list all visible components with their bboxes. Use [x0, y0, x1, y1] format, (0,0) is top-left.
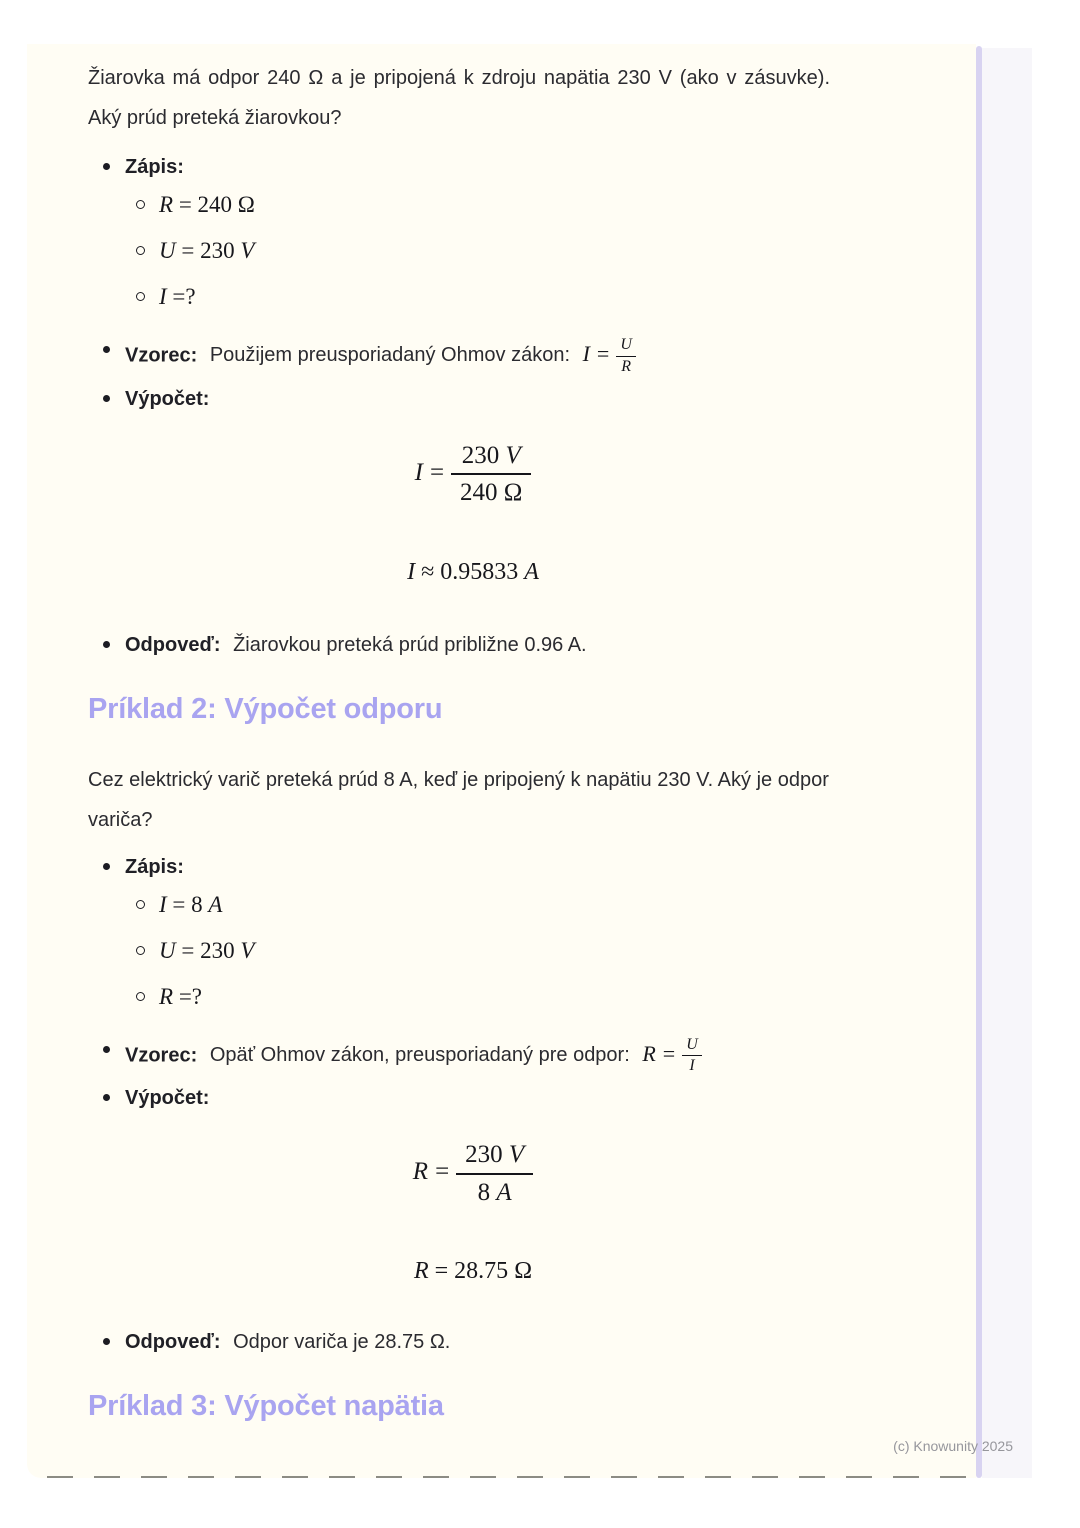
fraction-denominator [456, 1175, 533, 1207]
zapis-label: Zápis: [125, 855, 184, 878]
bullet-dot-icon [103, 163, 110, 170]
page-cut-dashed-line [47, 1476, 976, 1478]
vypocet-label: Výpočet: [125, 387, 210, 410]
bullet-dot-icon [103, 641, 110, 648]
fraction-numerator [451, 442, 531, 476]
math-var: U [159, 238, 176, 263]
math-number: 230 [461, 441, 500, 469]
vzorec-row-2 [88, 1037, 830, 1076]
given-list-1 [88, 192, 830, 313]
math-var: I [159, 891, 167, 917]
math-text: =? [166, 284, 196, 309]
math-var: R [642, 1040, 656, 1066]
math-unit: V [240, 937, 255, 963]
zapis-label: Zápis: [125, 156, 184, 178]
math-unit: V [505, 441, 521, 469]
math-text: =? [173, 983, 202, 1009]
math-unit: A [496, 1178, 512, 1206]
math-var: R [413, 1258, 429, 1285]
math-number: 8 [477, 1178, 491, 1206]
odpoved-label: Odpoveď: [125, 633, 221, 656]
problem-statement-1: Žiarovka má odpor 240 Ω a je pripojená k zdroju napätia 230 V (ako v zásuvke). Aký prúd preteká žiarovkou? [88, 67, 830, 129]
problem-statement-2: Cez elektrický varič preteká prúd 8 A, keď je pripojený k napätiu 230 V. Aký je odpor variča? [88, 768, 829, 831]
section-heading-priklad-3: Príklad 3: Výpočet napätia [88, 1390, 444, 1423]
math-expression [159, 192, 255, 217]
bullet-circle-icon [136, 946, 145, 955]
fraction [682, 1037, 702, 1076]
math-number: 230 [465, 1141, 503, 1169]
copyright-footer: (c) Knowunity 2025 [893, 1438, 1013, 1454]
bullet-circle-icon [136, 900, 145, 909]
section-heading-priklad-2: Príklad 2: Výpočet odporu [88, 692, 443, 725]
math-expression [414, 441, 532, 507]
odpoved-text: Odpor variča je 28.75 Ω. [233, 1331, 451, 1354]
math-unit: Ω [237, 192, 255, 217]
math-text: = 8 [166, 891, 209, 917]
bullet-circle-icon [136, 992, 145, 1001]
fraction-denominator: R [621, 357, 631, 375]
math-expression [159, 238, 254, 263]
vzorec-text: Použijem preusporiadaný Ohmov zákon: [209, 344, 570, 367]
math-var: I [407, 558, 416, 585]
math-text: ≈ 0.95833 [415, 558, 525, 585]
given-item [88, 892, 830, 921]
fraction-denominator: I [689, 1057, 695, 1075]
math-var: I [159, 284, 167, 309]
fraction-denominator [451, 475, 531, 507]
given-item [88, 938, 830, 967]
math-unit: V [508, 1141, 525, 1169]
vypocet-row-1 [88, 386, 830, 412]
given-item [88, 284, 830, 313]
math-operator: = [435, 1158, 450, 1186]
math-unit: A [524, 558, 539, 585]
odpoved-label: Odpoveď: [125, 1331, 221, 1354]
math-var: I [582, 341, 590, 367]
math-expression [159, 284, 196, 309]
math-text: = 28.75 [428, 1258, 515, 1285]
zapis-row-2 [88, 854, 830, 880]
math-var: R [159, 983, 174, 1009]
vzorec-label: Vzorec: [125, 1043, 198, 1066]
math-var: U [159, 937, 176, 963]
bullet-dot-icon [103, 1046, 110, 1053]
display-equation-result-1 [88, 559, 830, 586]
odpoved-row-2 [88, 1329, 830, 1355]
given-item [88, 192, 830, 221]
math-unit: Ω [514, 1258, 533, 1285]
math-operator: = [429, 458, 445, 486]
page-margin-strip [982, 48, 1032, 1478]
bullet-circle-icon [136, 200, 145, 209]
display-equation-fraction-1 [88, 442, 830, 507]
math-unit: Ω [503, 479, 523, 507]
display-equation-fraction-2 [88, 1141, 830, 1206]
fraction [451, 442, 531, 507]
math-unit: A [208, 891, 223, 917]
display-equation-result-2 [88, 1258, 830, 1285]
inline-formula [582, 336, 636, 375]
vypocet-label: Výpočet: [125, 1087, 210, 1110]
fraction-numerator: U [682, 1037, 702, 1057]
given-item [88, 984, 830, 1013]
fraction [456, 1141, 533, 1206]
vzorec-row-1 [88, 337, 830, 376]
bullet-dot-icon [103, 395, 110, 402]
math-number: 240 [460, 479, 498, 507]
math-expression [159, 892, 222, 917]
zapis-row-1 [88, 154, 830, 180]
document-content [88, 44, 830, 1423]
bullet-circle-icon [136, 292, 145, 301]
math-expression [414, 1258, 532, 1284]
math-var: R [159, 192, 174, 217]
given-item [88, 238, 830, 267]
inline-formula [642, 1035, 701, 1075]
math-unit: V [240, 238, 255, 263]
math-operator: = [596, 341, 610, 367]
bullet-dot-icon [103, 863, 110, 870]
math-var: R [412, 1158, 429, 1186]
math-expression [412, 1141, 533, 1206]
vypocet-row-2 [88, 1085, 830, 1111]
math-text: = 230 [175, 238, 241, 263]
bullet-dot-icon [103, 346, 110, 353]
fraction [616, 337, 636, 376]
given-list-2 [88, 892, 830, 1013]
odpoved-row-1 [88, 632, 830, 658]
vzorec-text: Opäť Ohmov zákon, preusporiadaný pre odpor: [209, 1043, 630, 1066]
bullet-circle-icon [136, 246, 145, 255]
math-operator: = [662, 1040, 676, 1066]
math-var: I [414, 458, 423, 486]
vzorec-label: Vzorec: [125, 344, 198, 367]
math-expression [159, 938, 254, 963]
fraction-numerator [456, 1141, 533, 1175]
math-text: = 230 [175, 937, 241, 963]
math-text: = 240 [173, 192, 238, 217]
fraction-numerator: U [616, 337, 636, 357]
math-expression [159, 984, 202, 1009]
odpoved-text: Žiarovkou preteká prúd približne 0.96 A. [233, 633, 587, 656]
math-expression [407, 559, 539, 585]
bullet-dot-icon [103, 1094, 110, 1101]
bullet-dot-icon [103, 1338, 110, 1345]
